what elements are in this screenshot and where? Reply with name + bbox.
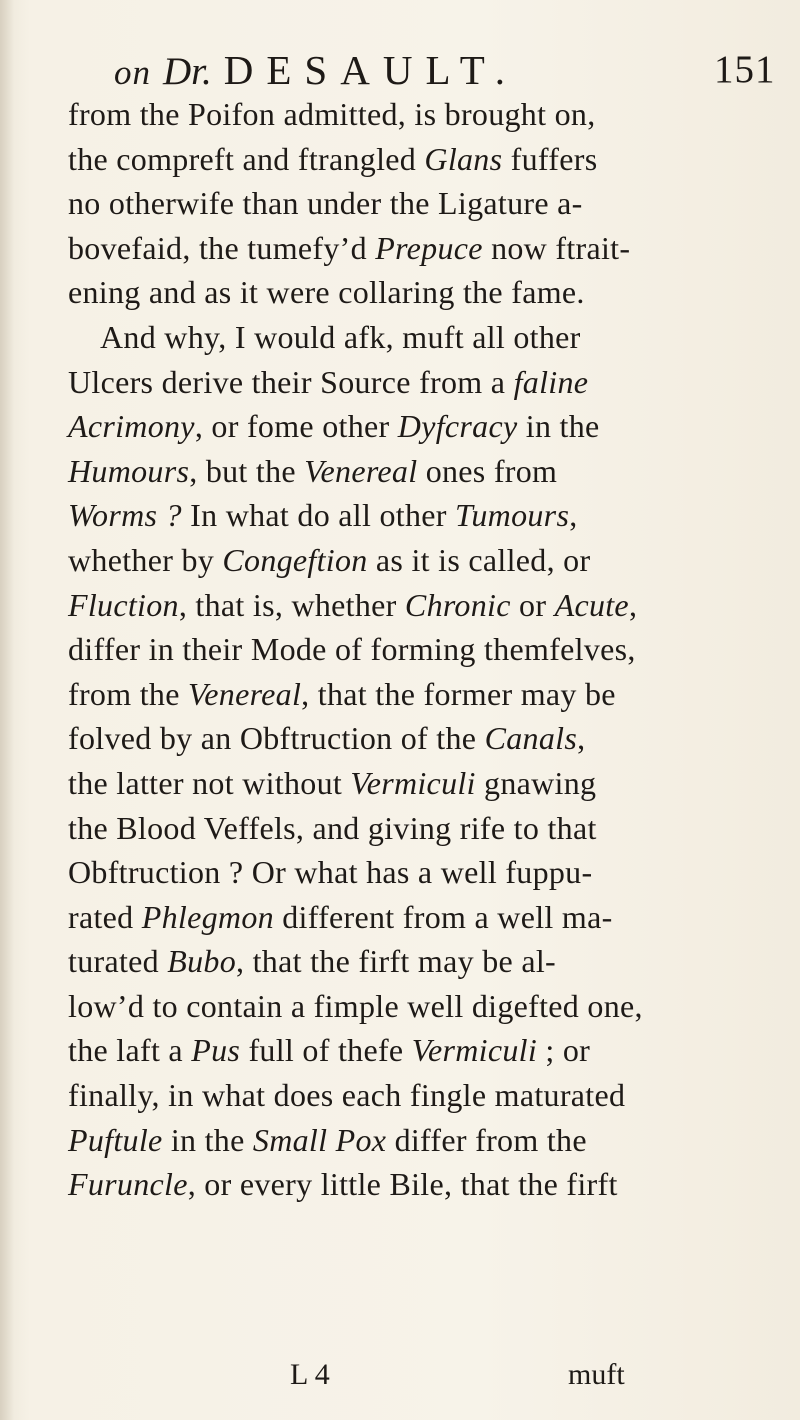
- text-line: [68, 939, 800, 984]
- text-line: [68, 538, 800, 583]
- italic-text: Puftule: [68, 1121, 163, 1158]
- roman-text: , that the firft may be al-: [236, 943, 556, 980]
- italic-text: Venereal: [304, 452, 418, 489]
- italic-text: Humours: [68, 452, 190, 489]
- text-line: [68, 850, 800, 895]
- header-prefix: on: [114, 53, 151, 92]
- header-title-abbrev: Dr.: [163, 50, 212, 93]
- roman-text: ,: [628, 586, 638, 623]
- roman-text: from the Poifon admitted, is brought on,: [68, 96, 596, 132]
- text-line: [68, 360, 800, 405]
- italic-text: Small Pox: [252, 1121, 387, 1158]
- roman-text: ,: [577, 720, 586, 757]
- roman-text: fuffers: [502, 140, 598, 177]
- text-line: [68, 404, 800, 449]
- roman-text: from the: [68, 675, 188, 712]
- roman-text: And why, I would afk, muft all other: [100, 318, 581, 355]
- roman-text: , or fome other: [194, 408, 398, 445]
- text-line: [68, 761, 800, 806]
- roman-text: the Blood Veffels, and giving rife to that: [68, 809, 597, 846]
- italic-text: Acute: [554, 586, 629, 623]
- italic-text: Fluction: [68, 586, 179, 623]
- text-line: [68, 92, 800, 137]
- roman-text: , that the former may be: [301, 675, 616, 712]
- roman-text: ,: [569, 497, 578, 534]
- page-number: 151: [714, 48, 776, 91]
- roman-text: ening and as it were collaring the fame.: [68, 274, 585, 311]
- body-text: [68, 92, 800, 1207]
- running-header: [114, 42, 800, 98]
- text-line: [68, 270, 800, 315]
- text-line: [68, 493, 800, 538]
- italic-text: Vermiculi: [411, 1032, 538, 1069]
- text-line: [68, 1073, 800, 1118]
- italic-text: faline: [513, 363, 589, 400]
- italic-text: Phlegmon: [141, 898, 274, 935]
- text-line: [68, 449, 800, 494]
- roman-text: ones from: [417, 452, 558, 489]
- text-line: [68, 181, 800, 226]
- roman-text: differ from the: [386, 1121, 587, 1158]
- roman-text: as it is called, or: [367, 541, 591, 578]
- italic-text: Congeftion: [222, 541, 368, 578]
- roman-text: In what do all other: [181, 497, 456, 534]
- text-line: [68, 1162, 800, 1207]
- italic-text: Dyfcracy: [397, 408, 518, 445]
- roman-text: Obftruction ? Or what has a well fuppu-: [68, 854, 593, 891]
- gutter-shadow: [0, 0, 14, 1420]
- roman-text: , or every little Bile, that the firft: [187, 1166, 618, 1203]
- roman-text: the compreft and ftrangled: [68, 140, 425, 177]
- italic-text: Pus: [191, 1032, 241, 1069]
- roman-text: rated: [68, 898, 142, 935]
- roman-text: different from a well ma-: [273, 898, 613, 935]
- roman-text: differ in their Mode of forming themfelves,: [68, 631, 636, 668]
- roman-text: no otherwife than under the Ligature a-: [68, 185, 583, 222]
- italic-text: Canals: [484, 720, 578, 757]
- italic-text: Vermiculi: [350, 764, 476, 801]
- italic-text: Furuncle: [68, 1166, 188, 1203]
- text-line: [68, 315, 800, 360]
- italic-text: Venereal: [188, 675, 302, 712]
- roman-text: ; or: [537, 1032, 591, 1069]
- text-line: [68, 895, 800, 940]
- roman-text: in the: [517, 408, 600, 445]
- roman-text: Ulcers derive their Source from a: [68, 363, 514, 400]
- text-line: [68, 1118, 800, 1163]
- roman-text: folved by an Obftruction of the: [68, 720, 485, 757]
- roman-text: finally, in what does each fingle maturated: [68, 1077, 626, 1114]
- italic-text: Glans: [424, 140, 503, 177]
- header-title-name: DESAULT.: [223, 47, 518, 93]
- signature-mark: L 4: [290, 1358, 330, 1391]
- text-line: [68, 137, 800, 182]
- text-line: [68, 806, 800, 851]
- roman-text: gnawing: [475, 764, 597, 801]
- roman-text: low’d to contain a fimple well digefted one,: [68, 987, 643, 1024]
- italic-text: Bubo: [167, 943, 236, 980]
- roman-text: full of thefe: [240, 1032, 412, 1069]
- roman-text: or: [510, 586, 555, 623]
- roman-text: now ftrait-: [482, 229, 631, 266]
- text-line: [68, 226, 800, 271]
- italic-text: Acrimony: [68, 408, 195, 445]
- text-line: [68, 716, 800, 761]
- italic-text: Worms ?: [68, 497, 182, 534]
- catchword: muft: [568, 1358, 625, 1391]
- roman-text: whether by: [68, 541, 223, 578]
- text-line: [68, 672, 800, 717]
- roman-text: turated: [68, 943, 168, 980]
- roman-text: the latter not without: [68, 764, 351, 801]
- text-line: [68, 627, 800, 672]
- roman-text: bovefaid, the tumefy’d: [68, 229, 376, 266]
- text-line: [68, 984, 800, 1029]
- italic-text: Prepuce: [375, 229, 483, 266]
- text-line: [68, 583, 800, 628]
- italic-text: Chronic: [404, 586, 511, 623]
- roman-text: the laft a: [68, 1032, 192, 1069]
- roman-text: , that is, whether: [178, 586, 405, 623]
- text-line: [68, 1028, 800, 1073]
- italic-text: Tumours: [455, 497, 570, 534]
- roman-text: in the: [162, 1121, 253, 1158]
- roman-text: , but the: [189, 452, 305, 489]
